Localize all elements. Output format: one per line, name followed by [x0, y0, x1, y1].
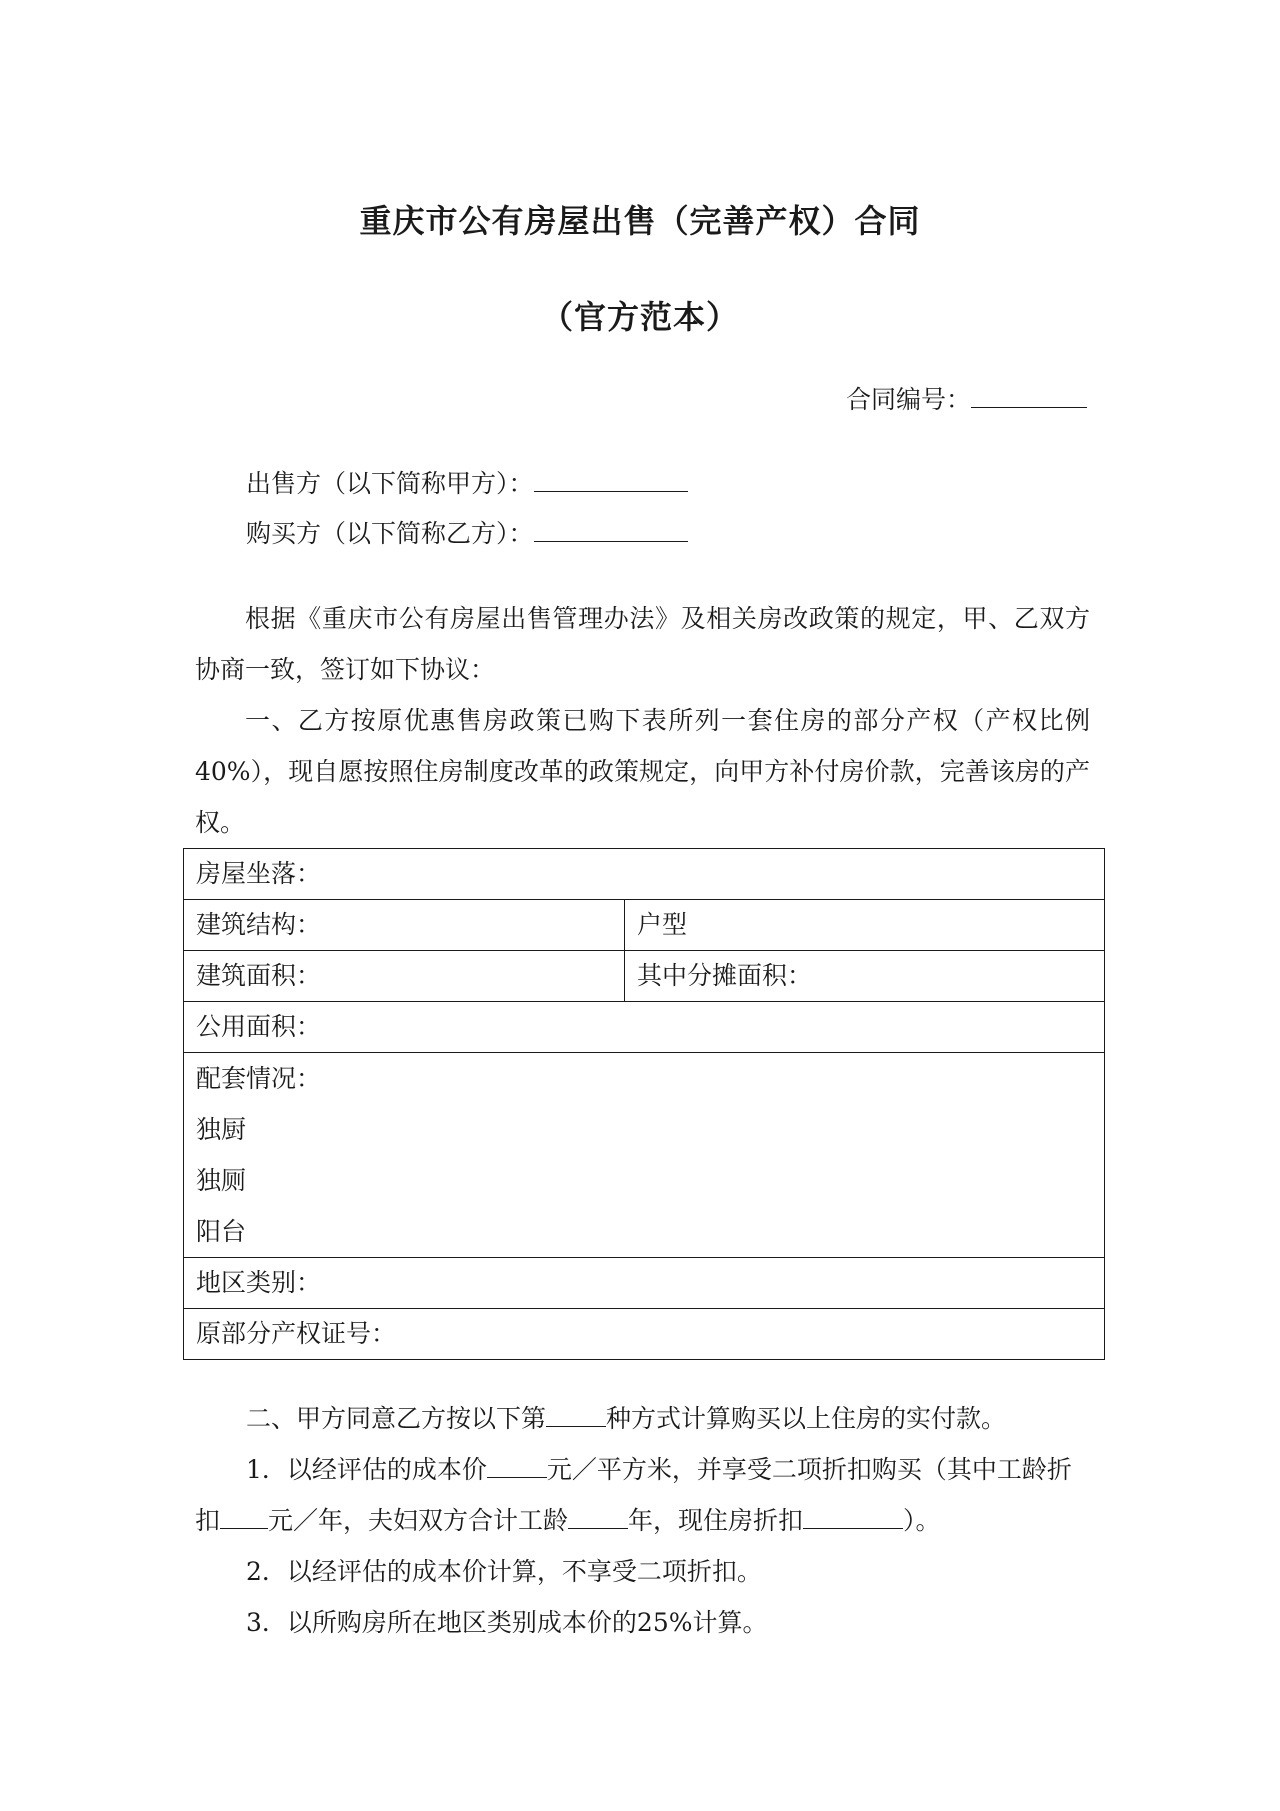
contract-number-line: [846, 385, 1087, 415]
region-cell: 地区类别：: [184, 1258, 1105, 1309]
table-row: [184, 1258, 1105, 1309]
cert-number-cell: 原部分产权证号：: [184, 1309, 1105, 1360]
table-row: [184, 849, 1105, 900]
item-1-text-f: ）。: [903, 1506, 941, 1535]
facility-item: 独厨: [196, 1115, 247, 1144]
table-row: [184, 1309, 1105, 1360]
item-1-text-a: 1．以经评估的成本价: [246, 1455, 487, 1484]
clause-2-text-a: 二、甲方同意乙方按以下第: [246, 1404, 547, 1433]
contract-number-label: 合同编号：: [846, 385, 972, 414]
seniority-discount-blank[interactable]: [220, 1506, 268, 1529]
table-row: [184, 1053, 1105, 1258]
item-1-text-e: 年，现住房折扣: [628, 1506, 804, 1535]
item-1-text-b: 元／平方米，并享受二项折扣购买（其中工龄折: [546, 1455, 1072, 1484]
facility-item: 阳台: [196, 1217, 247, 1246]
public-area-cell: 公用面积：: [184, 1002, 1105, 1053]
seniority-years-blank[interactable]: [568, 1506, 628, 1529]
clause-1-paragraph: 一、乙方按原优惠售房政策已购下表所列一套住房的部分产权（产权比例40%），现自愿按照住房制度改革的政策规定，向甲方补付房价款，完善该房的产权。: [195, 706, 1090, 837]
building-area-cell: 建筑面积：: [184, 951, 625, 1002]
document-subtitle: （官方范本）: [540, 298, 739, 336]
facility-item: 独厕: [196, 1166, 247, 1195]
item-2-line: 2．以经评估的成本价计算，不享受二项折扣。: [246, 1557, 762, 1586]
table-row: [184, 951, 1105, 1002]
clause-2-text-b: 种方式计算购买以上住房的实付款。: [606, 1404, 1007, 1433]
shared-area-cell: 其中分摊面积：: [625, 951, 1105, 1002]
item-1-text-d: 元／年，夫妇双方合计工龄: [268, 1506, 569, 1535]
item-1-line-2: [195, 1506, 941, 1536]
layout-cell: 户型: [625, 900, 1105, 951]
clause-2-line: [246, 1404, 1006, 1434]
item-1-line-1: [246, 1455, 1072, 1485]
facilities-label: 配套情况：: [196, 1064, 322, 1093]
facilities-cell: [184, 1053, 1105, 1258]
contract-number-blank[interactable]: [971, 385, 1087, 408]
seller-line: [246, 469, 688, 499]
item-1-text-c: 扣: [195, 1506, 221, 1535]
table-row: [184, 900, 1105, 951]
method-number-blank[interactable]: [546, 1404, 606, 1427]
buyer-line: [246, 519, 688, 549]
seller-blank[interactable]: [534, 469, 688, 492]
item-3-line: 3．以所购房所在地区类别成本价的25%计算。: [246, 1608, 768, 1637]
location-cell: 房屋坐落：: [184, 849, 1105, 900]
buyer-blank[interactable]: [534, 519, 688, 542]
cost-price-blank[interactable]: [487, 1455, 547, 1478]
intro-paragraph: 根据《重庆市公有房屋出售管理办法》及相关房改政策的规定，甲、乙双方协商一致，签订如下协议：: [195, 604, 1090, 684]
buyer-label: 购买方（以下简称乙方）：: [246, 519, 534, 548]
structure-cell: 建筑结构：: [184, 900, 625, 951]
table-row: [184, 1002, 1105, 1053]
document-title: 重庆市公有房屋出售（完善产权）合同: [359, 202, 921, 240]
house-info-table: [183, 848, 1105, 1360]
seller-label: 出售方（以下简称甲方）：: [246, 469, 534, 498]
housing-discount-blank[interactable]: [803, 1506, 903, 1529]
